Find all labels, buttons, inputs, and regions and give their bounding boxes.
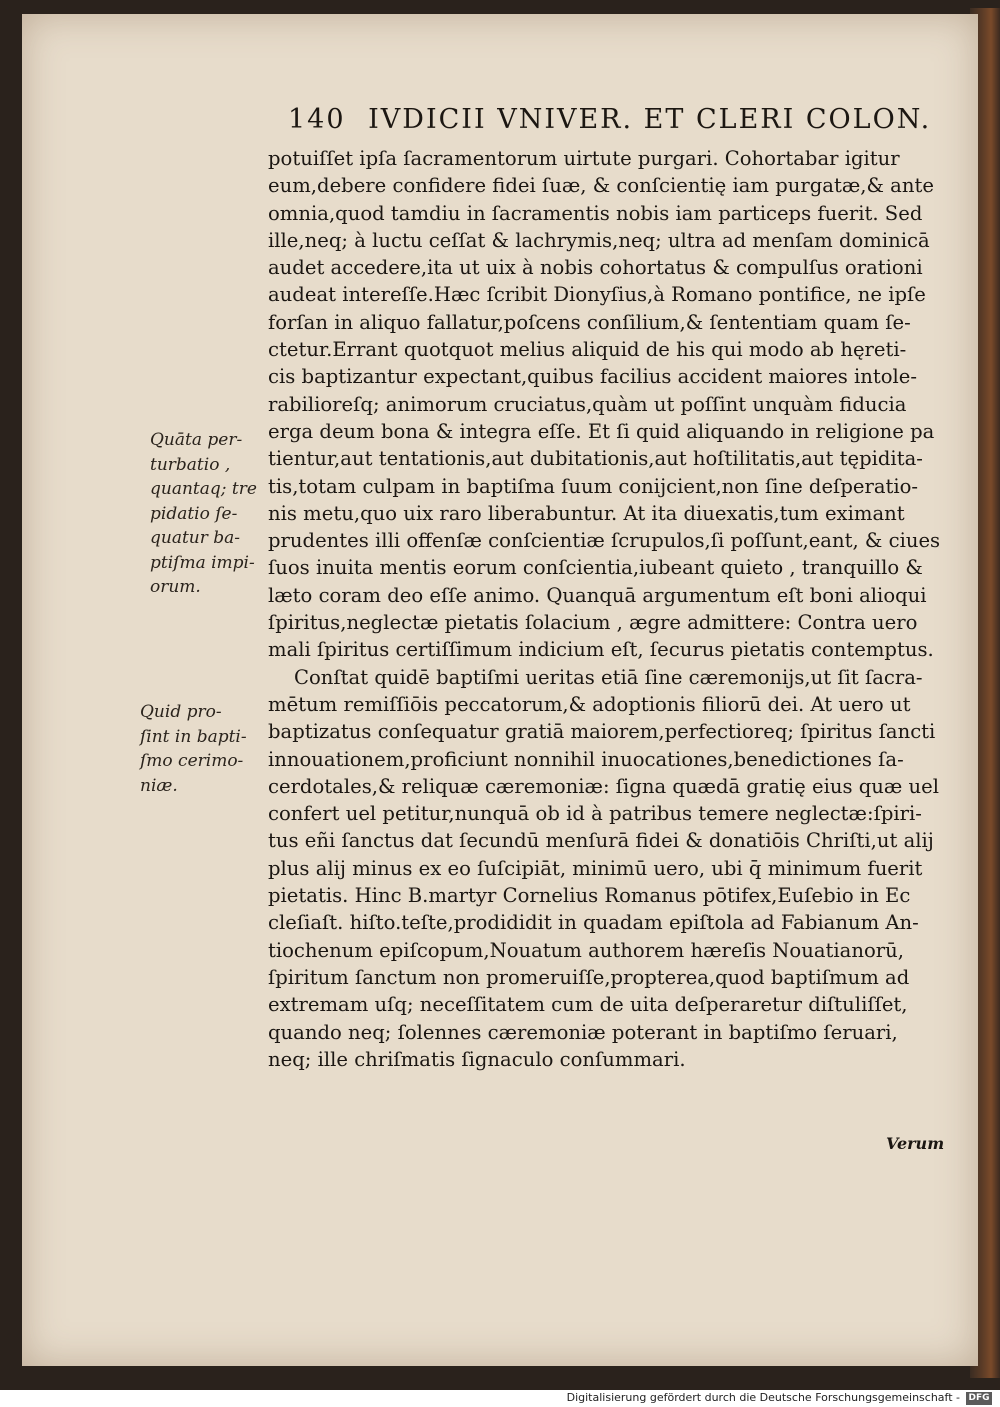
text-line: ille,neq; à luctu ceſſat & lachrymis,neq; ultra ad menſam dominicā <box>268 228 930 252</box>
dfg-logo: DFG <box>966 1392 992 1405</box>
marginal-note-line: quatur ba- <box>150 528 241 548</box>
text-line: rabilioreſq; animorum cruciatus,quàm ut poſſint unquàm fiducia <box>268 392 907 416</box>
text-line: confert uel petitur,nunquā ob id à patribus temere neglectæ:ſpiri- <box>268 802 922 826</box>
paragraph-start-line: Conſtat quidē baptiſmi ueritas etiā ſine cæremonijs,ut ſit ſacra- <box>294 665 923 689</box>
text-line: erga deum bona & integra eſſe. Et ſi quid aliquando in religione pa <box>268 419 935 443</box>
marginal-note-line: turbatio , <box>150 454 231 475</box>
text-line: tiochenum epiſcopum,Nouatum authorem hæreſis Nouatianorū, <box>268 938 904 962</box>
marginal-note-line: ſint in bapti- <box>140 726 247 747</box>
text-line: ctetur.Errant quotquot melius aliquid de his qui modo ab hęreti- <box>268 338 907 362</box>
text-line: nis metu,quo uix raro liberabuntur. At ita diuexatis,tum eximant <box>268 501 905 525</box>
marginal-note-line: niæ. <box>140 775 178 796</box>
text-line: tus eñi ſanctus dat ſecundū menſurā fidei & donatiōis Chriſti,ut alij <box>268 829 934 853</box>
marginal-note-line: Quāta per- <box>150 430 243 450</box>
text-line: audeat intereſſe.Hæc ſcribit Dionyſius,à Romano pontifice, ne ipſe <box>268 283 926 307</box>
text-line: cleſiaſt. hiſto.teſte,prodididit in quadam epiſtola ad Fabianum An- <box>268 911 919 935</box>
page-number: 140 <box>288 104 346 135</box>
funding-credit: Digitalisierung gefördert durch die Deutsche Forschungsgemeinschaft - <box>566 1391 960 1404</box>
text-line: neq; ille chriſmatis ſignaculo conſummari. <box>268 1047 686 1071</box>
text-line: forſan in aliquo fallatur,poſcens conſilium,& ſententiam quam ſe- <box>268 310 911 334</box>
text-line: prudentes illi offenſæ conſcientiæ ſcrupulos,ſi poſſunt,eant, & ciues <box>268 529 941 553</box>
marginal-note-line: orum. <box>150 577 201 597</box>
text-line: audet accedere,ita ut uix à nobis cohortatus & compulſus orationi <box>268 256 923 280</box>
text-line: quando neq; ſolennes cæremoniæ poterant in baptiſmo ſeruari, <box>268 1020 898 1044</box>
text-line: cis baptizantur expectant,quibus facilius accident maiores intole- <box>268 365 918 389</box>
text-line: mali ſpiritus certiſſimum indicium eſt, ſecurus pietatis contemptus. <box>268 638 934 662</box>
text-line: ſpiritum ſanctum non promeruiſſe,propterea,quod baptiſmum ad <box>268 965 910 989</box>
text-line: tis,totam culpam in baptiſma ſuum conijcient,non ſine deſperatio- <box>268 474 919 498</box>
text-line: pietatis. Hinc B.martyr Cornelius Romanus pōtifex,Euſebio in Ec <box>268 884 911 908</box>
marginal-note-line: quantaq; tre <box>150 479 257 499</box>
main-text-block <box>268 145 960 1073</box>
text-line: eum,debere confidere fidei ſuæ, & conſcientię iam purgatæ,& ante <box>268 174 934 198</box>
marginal-note-line: ptiſma impi- <box>150 552 255 573</box>
text-line: cerdotales,& reliquæ cæremoniæ: ſigna quædā gratię eius quæ uel <box>268 774 940 798</box>
text-line: baptizatus conſequatur gratiā maiorem,perfectioreq; ſpiritus ſancti <box>268 720 936 744</box>
text-line: omnia,quod tamdiu in ſacramentis nobis iam particeps fuerit. Sed <box>268 201 923 225</box>
marginal-note-line: Quid pro- <box>140 702 222 722</box>
marginal-note <box>140 700 247 798</box>
marginal-note-line: pidatio ſe- <box>150 503 238 524</box>
text-line: læto coram deo eſſe animo. Quanquā argumentum eſt boni alioqui <box>268 583 927 607</box>
text-line: potuiſſet ipſa ſacramentorum uirtute purgari. Cohortabar igitur <box>268 147 900 170</box>
marginal-note-line: ſmo cerimo- <box>140 751 244 771</box>
text-line: plus alij minus ex eo ſuſcipiāt, minimū uero, ubi q̄ minimum fuerit <box>268 856 923 880</box>
catchword: Verum <box>886 1134 945 1153</box>
text-line: ſuos inuita mentis eorum conſcientia,iubeant quieto , tranquillo & <box>268 556 923 580</box>
text-line: mētum remiſſiōis peccatorum,& adoptionis filiorū dei. At uero ut <box>268 692 911 716</box>
text-line: innouationem,proficiunt nonnihil inuocationes,benedictiones ſa- <box>268 747 904 771</box>
text-line: ſpiritus,neglectæ pietatis ſolacium , ægre admittere: Contra uero <box>268 611 918 635</box>
marginal-note <box>150 428 257 600</box>
running-title: IVDICII VNIVER. ET CLERI COLON. <box>368 104 932 135</box>
text-line: tientur,aut tentationis,aut dubitationis,aut hoſtilitatis,aut tępidita- <box>268 447 923 471</box>
running-header <box>288 104 931 135</box>
text-line: extremam uſq; neceſſitatem cum de uita deſperaretur diſtuliſſet, <box>268 993 908 1017</box>
